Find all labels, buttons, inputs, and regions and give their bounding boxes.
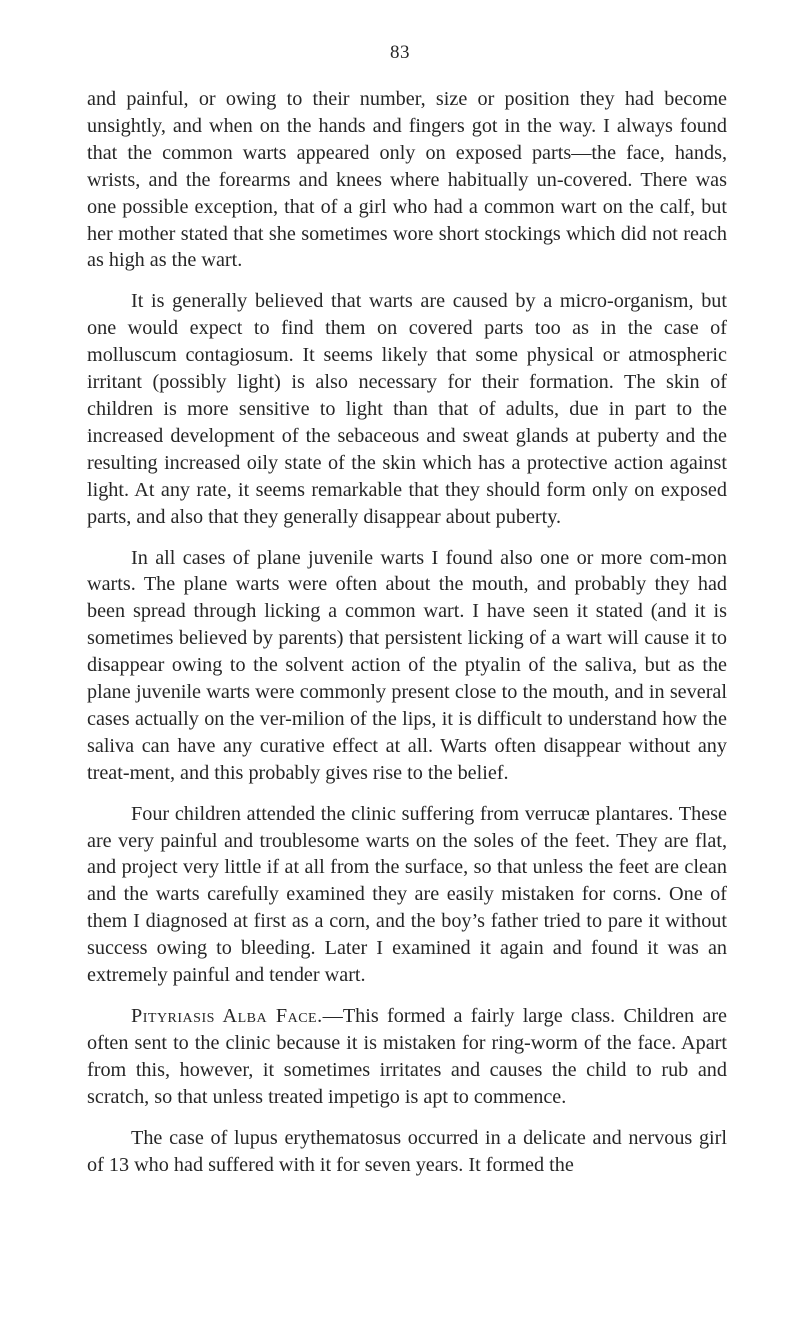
- paragraph-3-plane-warts: In all cases of plane juvenile warts I found also one or more com-mon warts. The plane warts were often about the mouth, and probably they had been spread through licking a common wart. I have seen it stated (and it is sometimes believed by parents) that persistent licking of a wart will cause it to disappear owing to the solvent action of the ptyalin of the saliva, but as the plane juvenile warts were commonly present close to the mouth, and in several cases actually on the ver-milion of the lips, it is difficult to understand how the saliva can have any curative effect at all. Warts often disappear without any treat-ment, and this probably gives rise to the belief.: [87, 546, 727, 784]
- body-text: [87, 86, 727, 1192]
- paragraph-5-text: —This formed a fairly large class. Children are often sent to the clinic because it is mistaken for ring-worm of the face. Apart from this, however, it sometimes irritates and causes the child to rub and scratch, so that unless treated impetigo is apt to commence.: [87, 1005, 727, 1108]
- section-heading: Pityriasis Alba Face.: [131, 1005, 323, 1027]
- page-number: 83: [390, 42, 410, 63]
- paragraph-1-continuation: and painful, or owing to their number, size or position they had become unsightly, and when on the hands and fingers got in the way. I always found that the common warts appeared only on exposed parts—the face, hands, wrists, and the forearms and knees where habitually un-covered. There was one possible exception, that of a girl who had a common wart on the calf, but her mother stated that she sometimes wore short stockings which did not reach as high as the wart.: [87, 88, 727, 272]
- paragraph-5-pityriasis: [87, 1003, 727, 1111]
- paragraph-6-lupus: The case of lupus erythematosus occurred in a delicate and nervous girl of 13 who had suffered with it for seven years. It formed the: [87, 1126, 727, 1176]
- paragraph-2-micro-organism: It is generally believed that warts are caused by a micro-organism, but one would expect to find them on covered parts too as in the case of molluscum contagiosum. It seems likely that some physical or atmospheric irritant (possibly light) is also necessary for their formation. The skin of children is more sensitive to light than that of adults, due in part to the increased development of the sebaceous and sweat glands at puberty and the resulting increased oily state of the skin which has a protective action against light. At any rate, it seems remarkable that they should form only on exposed parts, and also that they generally disappear about puberty.: [87, 290, 727, 528]
- paragraph-4-verrucae-plantares: Four children attended the clinic suffering from verrucæ plantares. These are very painful and troublesome warts on the soles of the feet. They are flat, and project very little if at all from the surface, so that unless the feet are clean and the warts carefully examined they are easily mistaken for corns. One of them I diagnosed at first as a corn, and the boy’s father tried to pare it without success owing to bleeding. Later I examined it again and found it was an extremely painful and tender wart.: [87, 802, 727, 987]
